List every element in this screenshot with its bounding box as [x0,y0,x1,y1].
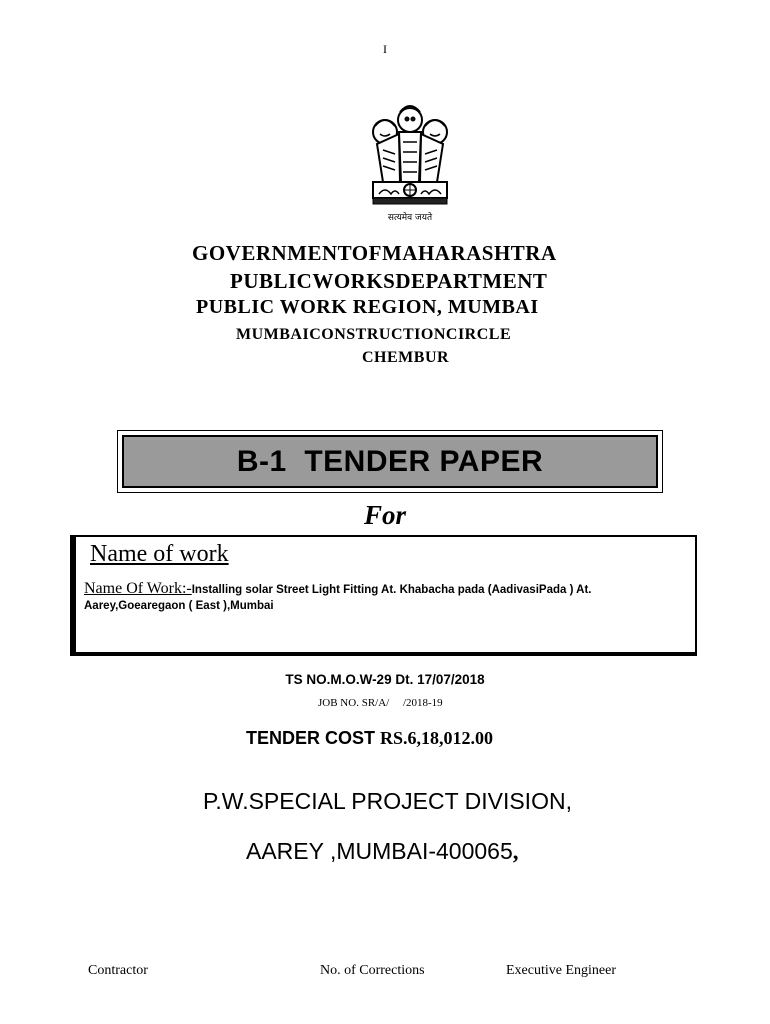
footer-corrections: No. of Corrections [320,963,425,978]
title-banner [122,435,658,488]
header-circle: MUMBAICONSTRUCTIONCIRCLE [236,326,512,343]
page-number: I [383,42,387,56]
division-address-comma: , [512,839,519,864]
name-of-work-box [70,535,697,656]
footer-contractor: Contractor [88,963,148,978]
ts-number: TS NO.M.O.W-29 Dt. 17/07/2018 [285,672,485,687]
tender-cost-value: RS.6,18,012.00 [380,728,494,748]
header-government: GOVERNMENTOFMAHARASHTRA [192,241,557,265]
work-description-block [84,581,685,614]
for-label: For [363,500,407,530]
job-number: JOB NO. SR/A/ /2018-19 [318,697,443,709]
document-title: B-1 TENDER PAPER [236,444,544,478]
work-description: Installing solar Street Light Fitting At. Khabacha pada (AadivasiPada ) At. Aarey,Goearegaon ( East ),Mumbai [84,584,592,612]
division-address [246,838,519,865]
header-region: PUBLIC WORK REGION, MUMBAI [196,296,539,318]
division-address-text: AAREY ,MUMBAI-400065 [246,838,513,864]
footer-engineer: Executive Engineer [506,963,617,978]
header-location: CHEMBUR [362,349,450,366]
header-department: PUBLICWORKSDEPARTMENT [230,269,548,293]
emblem-motto: सत्यमेव जयते [387,213,433,223]
work-label: Name Of Work:- [84,580,192,597]
tender-cost [246,728,493,749]
division-name: P.W.SPECIAL PROJECT DIVISION, [203,788,572,814]
tender-cost-label: TENDER COST [246,728,381,748]
work-heading: Name of work [90,541,229,567]
ashoka-emblem-icon [355,102,465,227]
title-box [117,430,663,493]
